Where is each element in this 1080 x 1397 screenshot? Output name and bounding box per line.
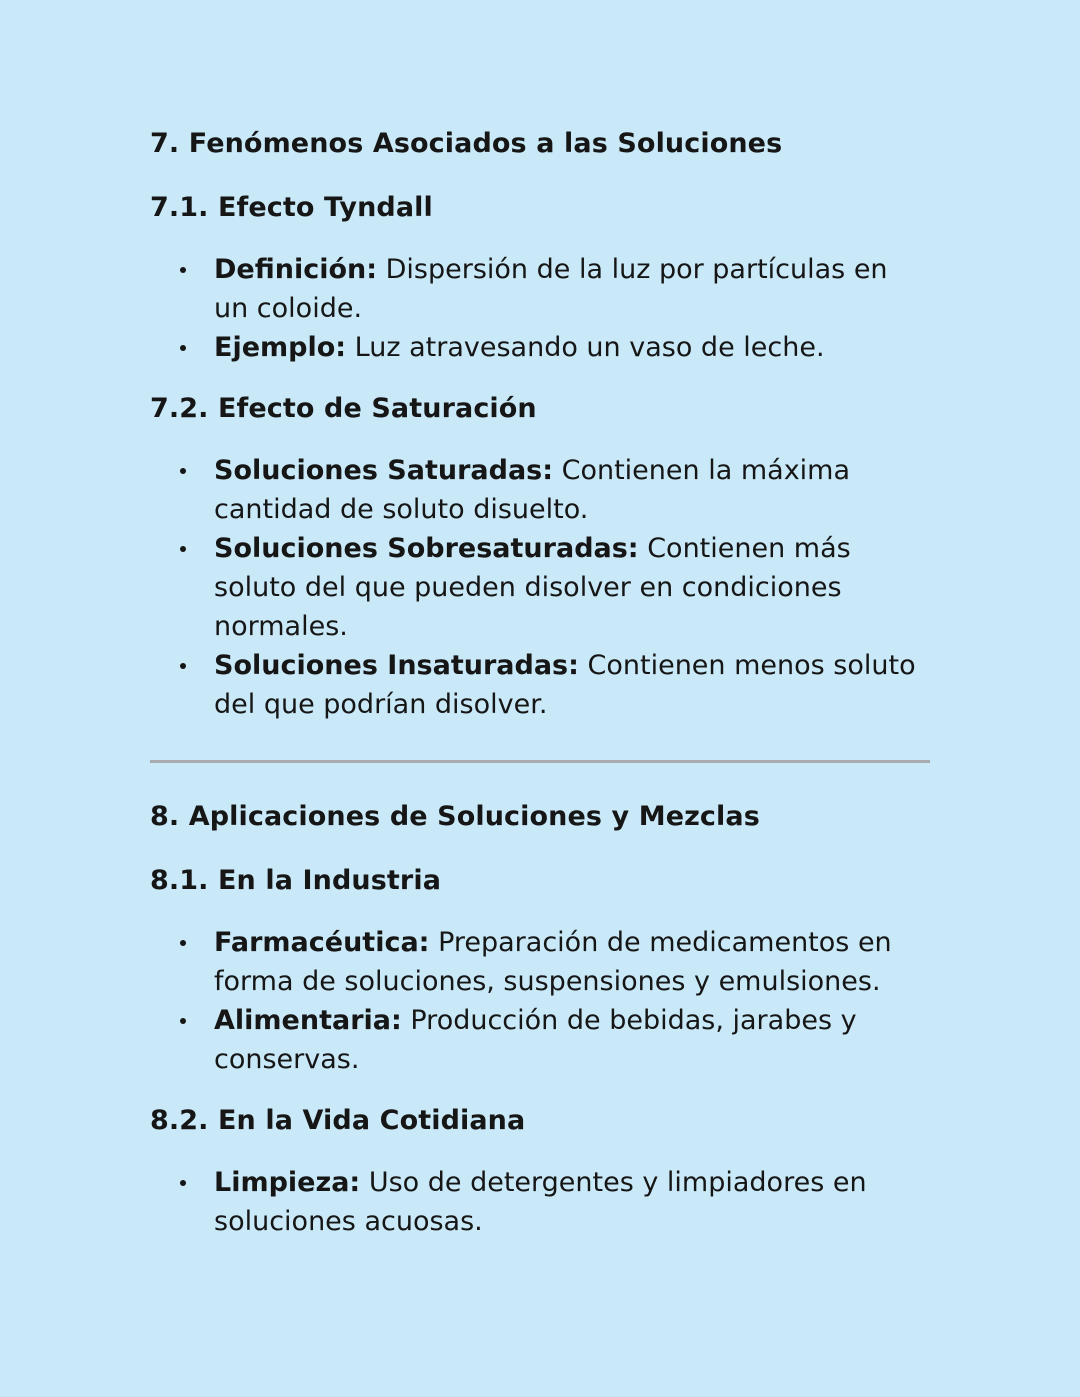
subsection-title-7-1: 7.1. Efecto Tyndall	[150, 192, 433, 223]
list-item	[214, 1163, 930, 1241]
item-term: Definición:	[214, 254, 378, 285]
list-item	[214, 923, 930, 1001]
item-term: Limpieza:	[214, 1167, 361, 1198]
item-term: Farmacéutica:	[214, 927, 430, 958]
item-text: Uso de detergentes y limpiadores en soluciones acuosas.	[214, 1167, 867, 1237]
list-item	[214, 451, 930, 529]
bullet-list-8-1	[150, 923, 930, 1079]
bullet-icon	[180, 1018, 186, 1024]
bullet-icon	[180, 468, 186, 474]
item-text: Contienen la máxima cantidad de soluto disuelto.	[214, 455, 851, 525]
item-term: Ejemplo:	[214, 332, 347, 363]
section-divider	[150, 760, 930, 763]
item-text: Luz atravesando un vaso de leche.	[346, 332, 825, 363]
bullet-icon	[180, 663, 186, 669]
item-text: Producción de bebidas, jarabes y conservas.	[214, 1005, 857, 1075]
subsection-title-8-1: 8.1. En la Industria	[150, 865, 442, 896]
document-page	[150, 122, 930, 1261]
bullet-list-7-1	[150, 250, 930, 367]
item-term: Soluciones Saturadas:	[214, 455, 554, 486]
list-item	[214, 1001, 930, 1079]
list-item	[214, 250, 930, 328]
list-item	[214, 646, 930, 724]
list-item	[214, 328, 930, 367]
list-item	[214, 529, 930, 646]
section-title-7: 7. Fenómenos Asociados a las Soluciones	[150, 128, 783, 159]
bullet-icon	[180, 940, 186, 946]
bullet-list-7-2	[150, 451, 930, 724]
section-title-8: 8. Aplicaciones de Soluciones y Mezclas	[150, 801, 760, 832]
item-term: Soluciones Insaturadas:	[214, 650, 579, 681]
item-text: Contienen más soluto del que pueden disolver en condiciones normales.	[214, 533, 851, 642]
bullet-icon	[180, 267, 186, 273]
item-term: Soluciones Sobresaturadas:	[214, 533, 639, 564]
bullet-icon	[180, 345, 186, 351]
bullet-list-8-2	[150, 1163, 930, 1241]
item-text: Preparación de medicamentos en forma de soluciones, suspensiones y emulsiones.	[214, 927, 892, 997]
subsection-title-7-2: 7.2. Efecto de Saturación	[150, 393, 537, 424]
item-text: Contienen menos soluto del que podrían disolver.	[214, 650, 916, 720]
item-text: Dispersión de la luz por partículas en un coloide.	[214, 254, 888, 324]
subsection-title-8-2: 8.2. En la Vida Cotidiana	[150, 1105, 526, 1136]
item-term: Alimentaria:	[214, 1005, 402, 1036]
bullet-icon	[180, 1180, 186, 1186]
bullet-icon	[180, 546, 186, 552]
